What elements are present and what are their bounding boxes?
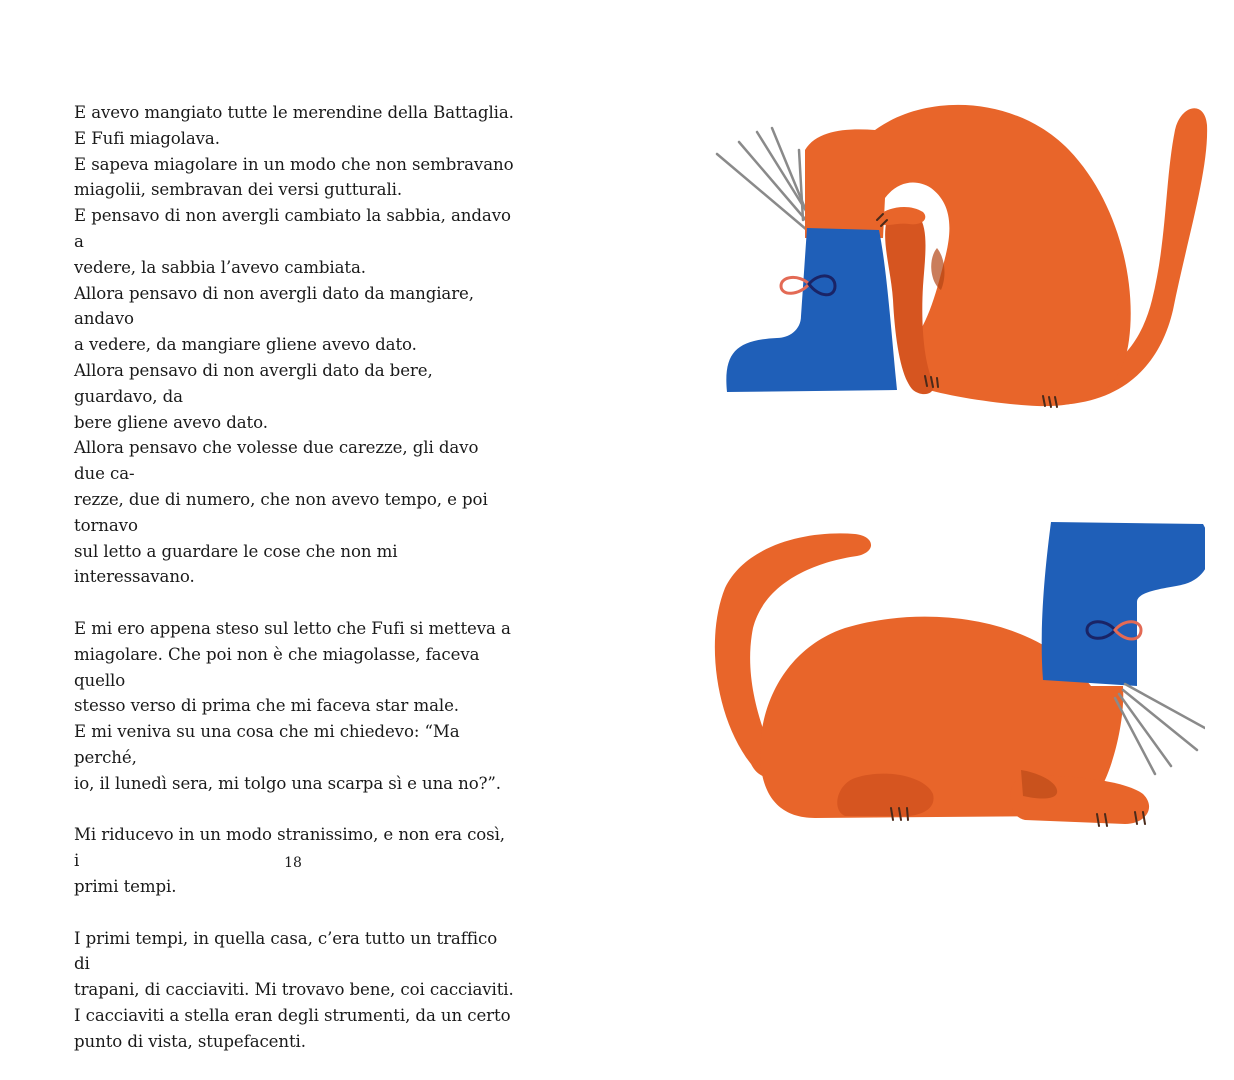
text-line: stesso verso di prima che mi faceva star male. (74, 696, 459, 716)
text-line: E mi veniva su una cosa che mi chiedevo: “Ma perché, (74, 722, 460, 767)
text-line: miagolii, sembravan dei versi gutturali. (74, 180, 403, 200)
paragraph (74, 100, 514, 590)
text-line: E mi ero appena steso sul letto che Fufi si metteva a (74, 618, 511, 638)
text-line: Allora pensavo che volesse due carezze, gli davo due ca- (74, 438, 479, 484)
text-line: bere gliene avevo dato. (74, 412, 268, 432)
text-line: I cacciaviti a stella eran degli strumenti, da un certo (74, 1005, 511, 1025)
text-line: E avevo mangiato tutte le merendine della Battaglia. (74, 103, 514, 122)
paragraph (74, 926, 514, 1055)
text-line: Allora pensavo di non avergli dato da bere, guardavo, da (74, 360, 433, 406)
text-line: Mi riducevo in un modo stranissimo, e non era così, i (74, 825, 505, 871)
paragraph (74, 616, 514, 797)
right-page (617, 0, 1234, 916)
text-line: E pensavo di non avergli cambiato la sabbia, andavo a (74, 206, 511, 251)
text-line: trapani, di cacciaviti. Mi trovavo bene, coi cacciaviti. (74, 980, 514, 1000)
text-line: vedere, la sabbia l’avevo cambiata. (74, 257, 366, 277)
text-line: primi tempi. (74, 876, 177, 896)
text-line: rezze, due di numero, che non avevo tempo, e poi tornavo (74, 489, 488, 535)
text-line: punto di vista, stupefacenti. (74, 1031, 306, 1051)
text-line: miagolare. Che poi non è che miagolasse, faceva quello (74, 644, 480, 690)
text-line: I primi tempi, in quella casa, c’era tutto un traffico di (74, 928, 498, 974)
body-text (74, 100, 514, 1080)
text-line: E sapeva miagolare in un modo che non sembravano (74, 154, 514, 174)
left-page (0, 0, 617, 1051)
text-line: E Fufi miagolava. (74, 128, 220, 148)
cat-in-boot-illustration-bottom (705, 518, 1205, 836)
text-line: Allora pensavo di non avergli dato da mangiare, andavo (74, 283, 474, 329)
cat-in-boot-illustration-top (697, 90, 1227, 420)
text-line: a vedere, da mangiare gliene avevo dato. (74, 335, 417, 355)
page-number: 18 (284, 855, 302, 871)
text-line: io, il lunedì sera, mi tolgo una scarpa sì e una no?”. (74, 773, 501, 793)
text-line: sul letto a guardare le cose che non mi interessavano. (74, 541, 398, 587)
